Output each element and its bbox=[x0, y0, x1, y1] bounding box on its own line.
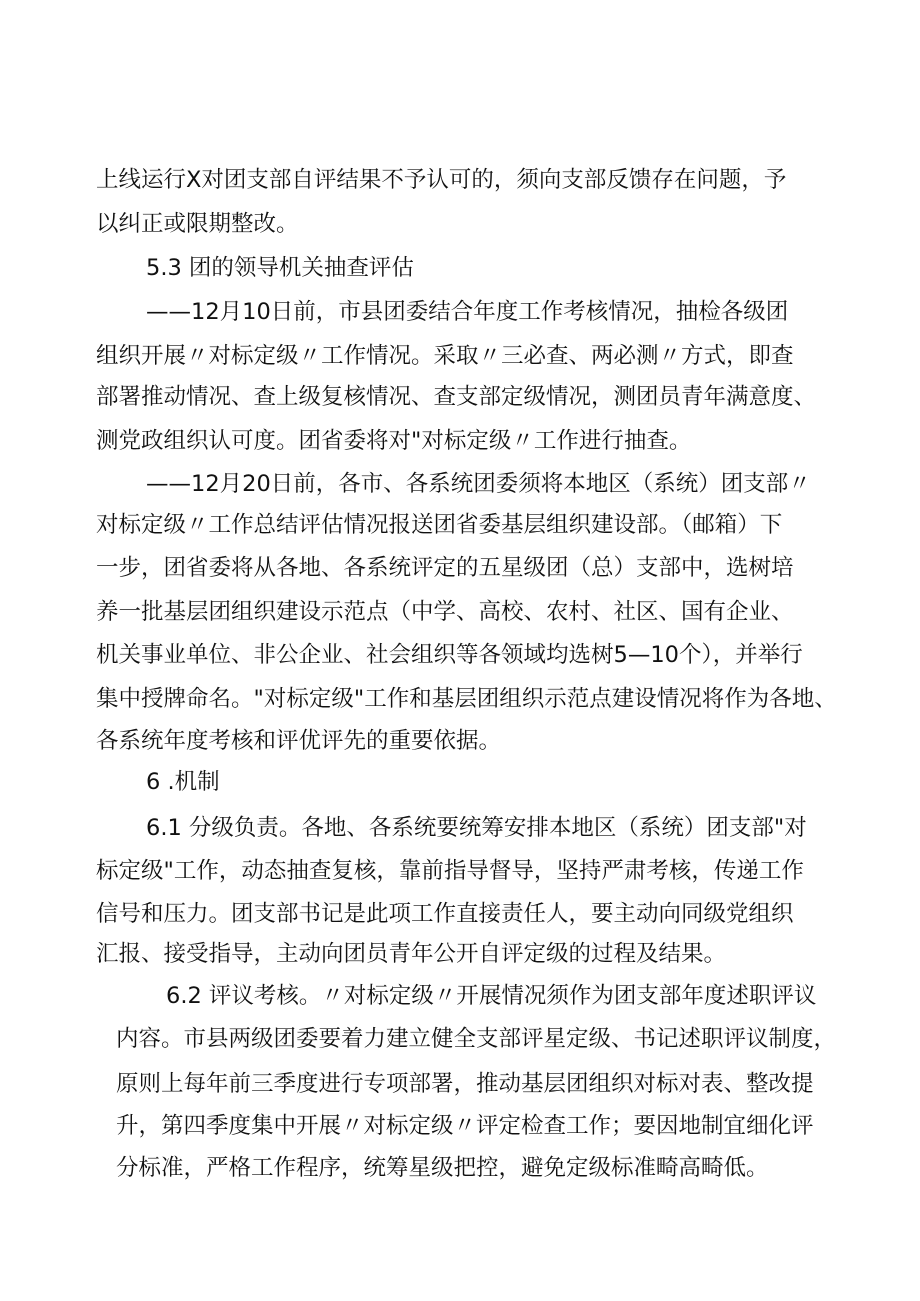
text-line: 标定级"工作，动态抽查复核，靠前指导督导，坚持严肃考核，传递工作 bbox=[96, 858, 804, 884]
text-line: 集中授牌命名。"对标定级"工作和基层团组织示范点建设情况将作为各地、 bbox=[96, 686, 837, 712]
text-line: 升，第四季度集中开展〃对标定级〃评定检查工作；要因地制宜细化评 bbox=[116, 1113, 814, 1139]
text-line: 对标定级〃工作总结评估情况报送团省委基层组织建设部。（邮箱）下 bbox=[96, 512, 783, 538]
text-line: 组织开展〃对标定级〃工作情况。采取〃三必查、两必测〃方式，即查 bbox=[96, 343, 794, 369]
text-line: 机关事业单位、非公企业、社会组织等各领域均选树5—10个），并举行 bbox=[96, 642, 803, 668]
section-heading: 5.3 团的领导机关抽查评估 bbox=[146, 255, 414, 281]
text-line: ——12月20日前，各市、各系统团委须将本地区（系统）团支部〃 bbox=[146, 471, 811, 497]
text-line: 部署推动情况、查上级复核情况、查支部定级情况，测团员青年满意度、 bbox=[96, 384, 817, 410]
text-line: ——12月10日前，市县团委结合年度工作考核情况，抽检各级团 bbox=[146, 299, 789, 325]
text-line: 内容。市县两级团委要着力建立健全支部评星定级、书记述职评议制度， bbox=[116, 1026, 837, 1052]
text-line: 上线运行X对团支部自评结果不予认可的，须向支部反馈存在问题，予 bbox=[96, 167, 787, 193]
text-line: 测党政组织认可度。团省委将对"对标定级〃工作进行抽查。 bbox=[96, 428, 692, 454]
text-line: 分标准，严格工作程序，统筹星级把控，避免定级标准畸高畸低。 bbox=[116, 1155, 769, 1181]
section-heading: 6 .机制 bbox=[146, 769, 220, 795]
text-line: 6.2 评议考核。〃对标定级〃开展情况须作为团支部年度述职评议 bbox=[166, 983, 817, 1009]
text-line: 以纠正或限期整改。 bbox=[96, 211, 299, 237]
text-line: 6.1 分级负责。各地、各系统要统筹安排本地区（系统）团支部"对 bbox=[146, 815, 807, 841]
text-line: 各系统年度考核和评优评先的重要依据。 bbox=[96, 728, 502, 754]
text-line: 信号和压力。团支部书记是此项工作直接责任人，要主动向同级党组织 bbox=[96, 901, 794, 927]
text-line: 汇报、接受指导，主动向团员青年公开自评定级的过程及结果。 bbox=[96, 941, 727, 967]
text-line: 原则上每年前三季度进行专项部署，推动基层团组织对标对表、整改提 bbox=[116, 1071, 814, 1097]
text-line: 一步，团省委将从各地、各系统评定的五星级团（总）支部中，选树培 bbox=[96, 555, 794, 581]
text-line: 养一批基层团组织建设示范点（中学、高校、农村、社区、国有企业、 bbox=[96, 599, 794, 625]
